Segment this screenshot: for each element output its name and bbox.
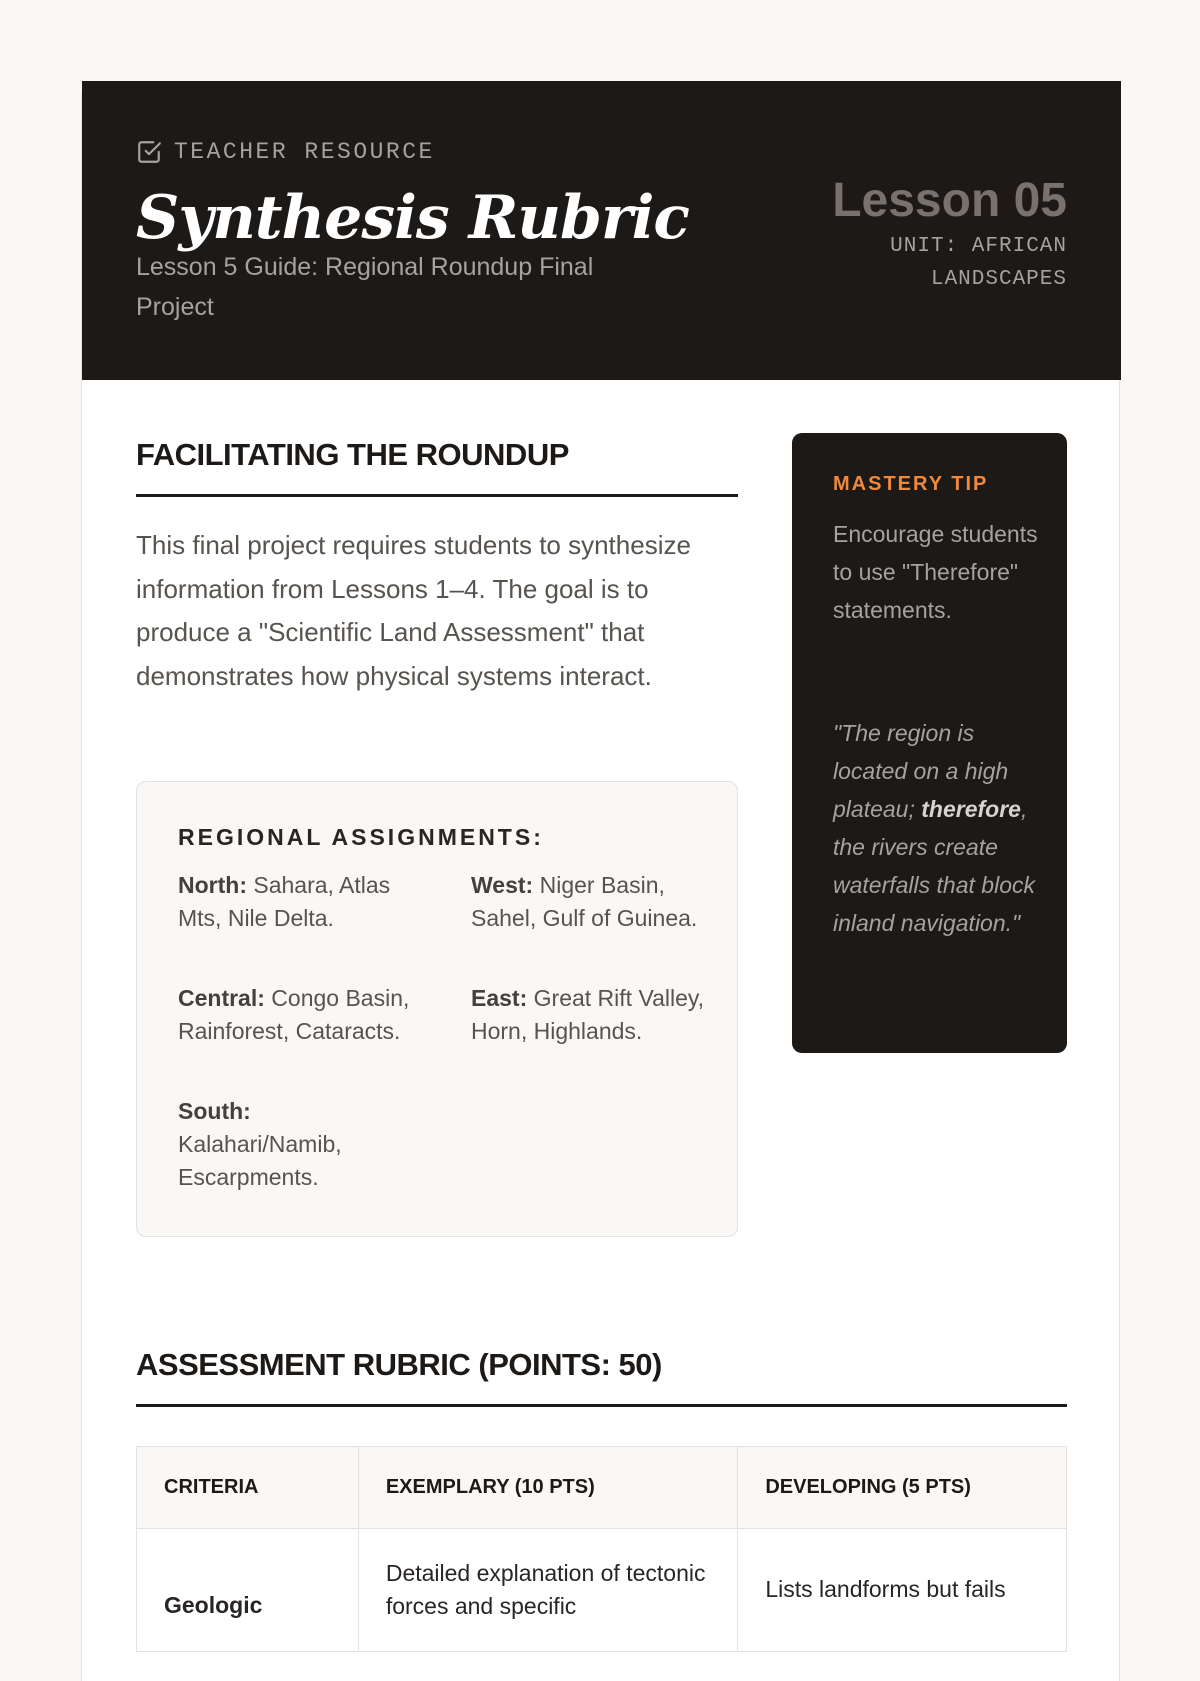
page-subtitle: Lesson 5 Guide: Regional Roundup Final Project xyxy=(136,253,594,321)
quote-end: , the rivers create waterfalls that block inland navigation." xyxy=(833,796,1035,936)
checkbox-icon xyxy=(136,139,162,165)
column-header-criteria: CRITERIA xyxy=(137,1447,359,1529)
mastery-tip-card xyxy=(792,433,1067,1053)
region-text: Niger Basin, Sahel, Gulf of Guinea. xyxy=(471,872,698,931)
regional-assignments-box xyxy=(136,781,738,1237)
tip-body: Encourage students to use "Therefore" statements. xyxy=(833,521,1038,623)
facilitating-heading: FACILITATING THE ROUNDUP xyxy=(136,437,569,472)
region-south xyxy=(178,1095,378,1194)
rubric-heading: ASSESSMENT RUBRIC (POINTS: 50) xyxy=(136,1347,662,1382)
region-text: Congo Basin, Rainforest, Cataracts. xyxy=(178,985,410,1044)
lesson-sheet xyxy=(81,81,1120,1681)
region-north xyxy=(178,869,428,935)
column-header-exemplary: EXEMPLARY (10 PTS) xyxy=(358,1447,738,1529)
region-central xyxy=(178,982,428,1048)
eyebrow-label: TEACHER RESOURCE xyxy=(174,139,435,165)
column-header-developing: DEVELOPING (5 PTS) xyxy=(738,1447,1067,1529)
quote-start: "The region is located on a high plateau; xyxy=(833,720,1009,822)
table-row xyxy=(137,1529,1067,1652)
developing-cell: Lists landforms but fails xyxy=(738,1529,1067,1652)
rubric-table xyxy=(136,1446,1067,1652)
lesson-number: Lesson 05 xyxy=(832,174,1067,227)
tip-quote xyxy=(833,714,1038,942)
exemplary-cell: Detailed explanation of tectonic forces and specific xyxy=(358,1529,738,1652)
unit-label: UNIT: AFRICAN LANDSCAPES xyxy=(890,235,1067,291)
facilitating-rule xyxy=(136,494,738,497)
region-name: East: xyxy=(471,985,528,1011)
region-name: South: xyxy=(178,1098,251,1124)
header-banner xyxy=(82,81,1121,380)
eyebrow xyxy=(136,137,435,167)
assignments-title: REGIONAL ASSIGNMENTS: xyxy=(178,824,544,850)
tip-label: MASTERY TIP xyxy=(833,473,989,495)
region-text: Kalahari/Namib, Escarpments. xyxy=(178,1131,342,1190)
rubric-rule xyxy=(136,1404,1067,1407)
quote-emphasis: therefore xyxy=(921,796,1021,822)
table-header-row xyxy=(137,1447,1067,1529)
criteria-cell: Geologic xyxy=(137,1529,359,1652)
page-title: Synthesis Rubric xyxy=(136,183,689,253)
region-name: Central: xyxy=(178,985,265,1011)
intro-paragraph: This final project requires students to synthesize information from Lessons 1–4. The goal is to produce a "Scientific Land Assessment" that demonstrates how physical systems interact. xyxy=(136,530,691,691)
region-text: Sahara, Atlas Mts, Nile Delta. xyxy=(178,872,391,931)
region-text: Great Rift Valley, Horn, Highlands. xyxy=(471,985,705,1044)
region-name: North: xyxy=(178,872,247,898)
region-west xyxy=(471,869,721,935)
region-east xyxy=(471,982,721,1048)
region-name: West: xyxy=(471,872,534,898)
